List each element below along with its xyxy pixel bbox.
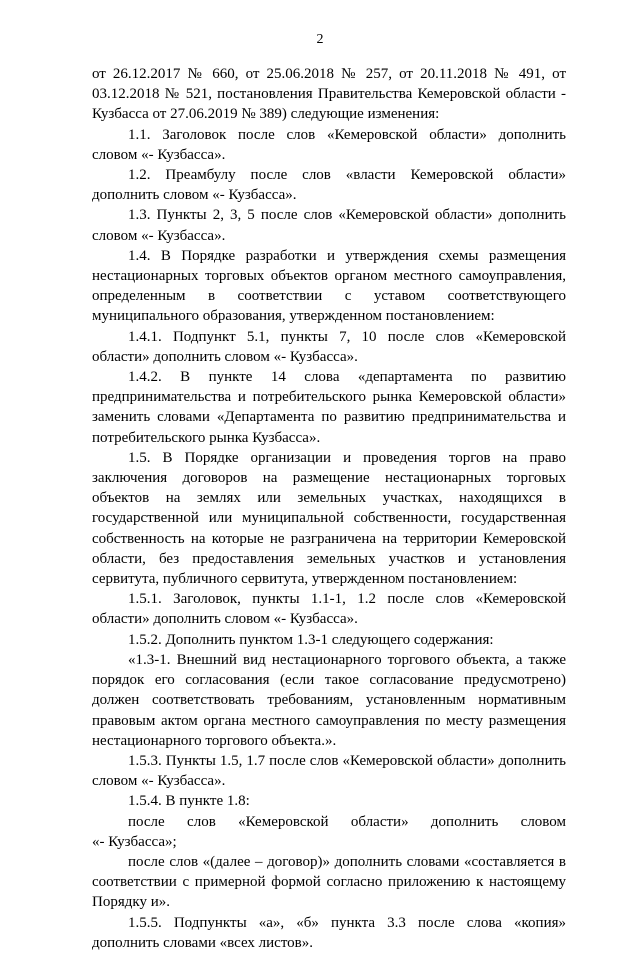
paragraph-1-2: 1.2. Преамбулу после слов «власти Кемеровской области» дополнить словом «- Кузбасса». — [92, 167, 566, 204]
paragraph-quote-1-3-1: «1.3-1. Внешний вид нестационарного торгового объекта, а также порядок его согласования (если такое согласование предусмотрено) должен соответствовать требованиям, установленным нормативным правовым актом органа местного самоуправления по месту размещения нестационарного торгового объекта.». — [92, 651, 566, 749]
paragraph-1-5-4-item-1-cont: «- Кузбасса»; — [92, 833, 177, 850]
paragraph-1-4: 1.4. В Порядке разработки и утверждения схемы размещения нестационарных торговых объектов органом местного самоуправления, определенным в соответствии с уставом соответствующего муниципального образования, утвержденном постановлением: — [92, 247, 566, 325]
paragraph-1-5-4-item-1: после слов «Кемеровской области» дополнить словом — [128, 813, 566, 830]
paragraph-intro-continuation: от 26.12.2017 № 660, от 25.06.2018 № 257, от 20.11.2018 № 491, от 03.12.2018 № 521, постановления Правительства Кемеровской области - Кузбасса от 27.06.2019 № 389) следующие изменения: — [92, 66, 566, 123]
paragraph-1-4-2: 1.4.2. В пункте 14 слова «департамента по развитию предпринимательства и потребительского рынка Кемеровской области» заменить словами «Департамента по развитию предпринимательства и потребительского рынка Кузбасса». — [92, 369, 566, 446]
paragraph-1-5-2: 1.5.2. Дополнить пунктом 1.3-1 следующего содержания: — [128, 631, 494, 648]
paragraph-1-4-1: 1.4.1. Подпункт 5.1, пункты 7, 10 после слов «Кемеровской области» дополнить словом «- Кузбасса». — [92, 328, 566, 365]
document-body — [92, 64, 566, 953]
paragraph-1-5-4: 1.5.4. В пункте 1.8: — [128, 793, 250, 810]
page-number: 2 — [316, 32, 324, 47]
paragraph-1-5-1: 1.5.1. Заголовок, пункты 1.1-1, 1.2 после слов «Кемеровской области» дополнить словом «- Кузбасса». — [92, 591, 566, 628]
paragraph-1-5: 1.5. В Порядке организации и проведения торгов на право заключения договоров на размещение нестационарных торговых объектов на землях или земельных участках, находящихся в государственной или муниципальной собственности, государственная собственность на которые не разграничена на территории Кемеровской области, без предоставления земельных участков и установления сервитута, публичного сервитута, утвержденном постановлением: — [92, 449, 566, 588]
paragraph-1-1: 1.1. Заголовок после слов «Кемеровской области» дополнить словом «- Кузбасса». — [92, 126, 566, 163]
paragraph-1-3: 1.3. Пункты 2, 3, 5 после слов «Кемеровской области» дополнить словом «- Кузбасса». — [92, 207, 566, 244]
paragraph-1-5-4-item-2: после слов «(далее – договор)» дополнить словами «составляется в соответствии с примерной формой согласно приложению к настоящему Порядку и». — [92, 853, 566, 911]
paragraph-1-5-3: 1.5.3. Пункты 1.5, 1.7 после слов «Кемеровской области» дополнить словом «- Кузбасса». — [92, 752, 566, 790]
paragraph-1-5-5: 1.5.5. Подпункты «а», «б» пункта 3.3 после слова «копия» дополнить словами «всех листов». — [92, 914, 566, 951]
